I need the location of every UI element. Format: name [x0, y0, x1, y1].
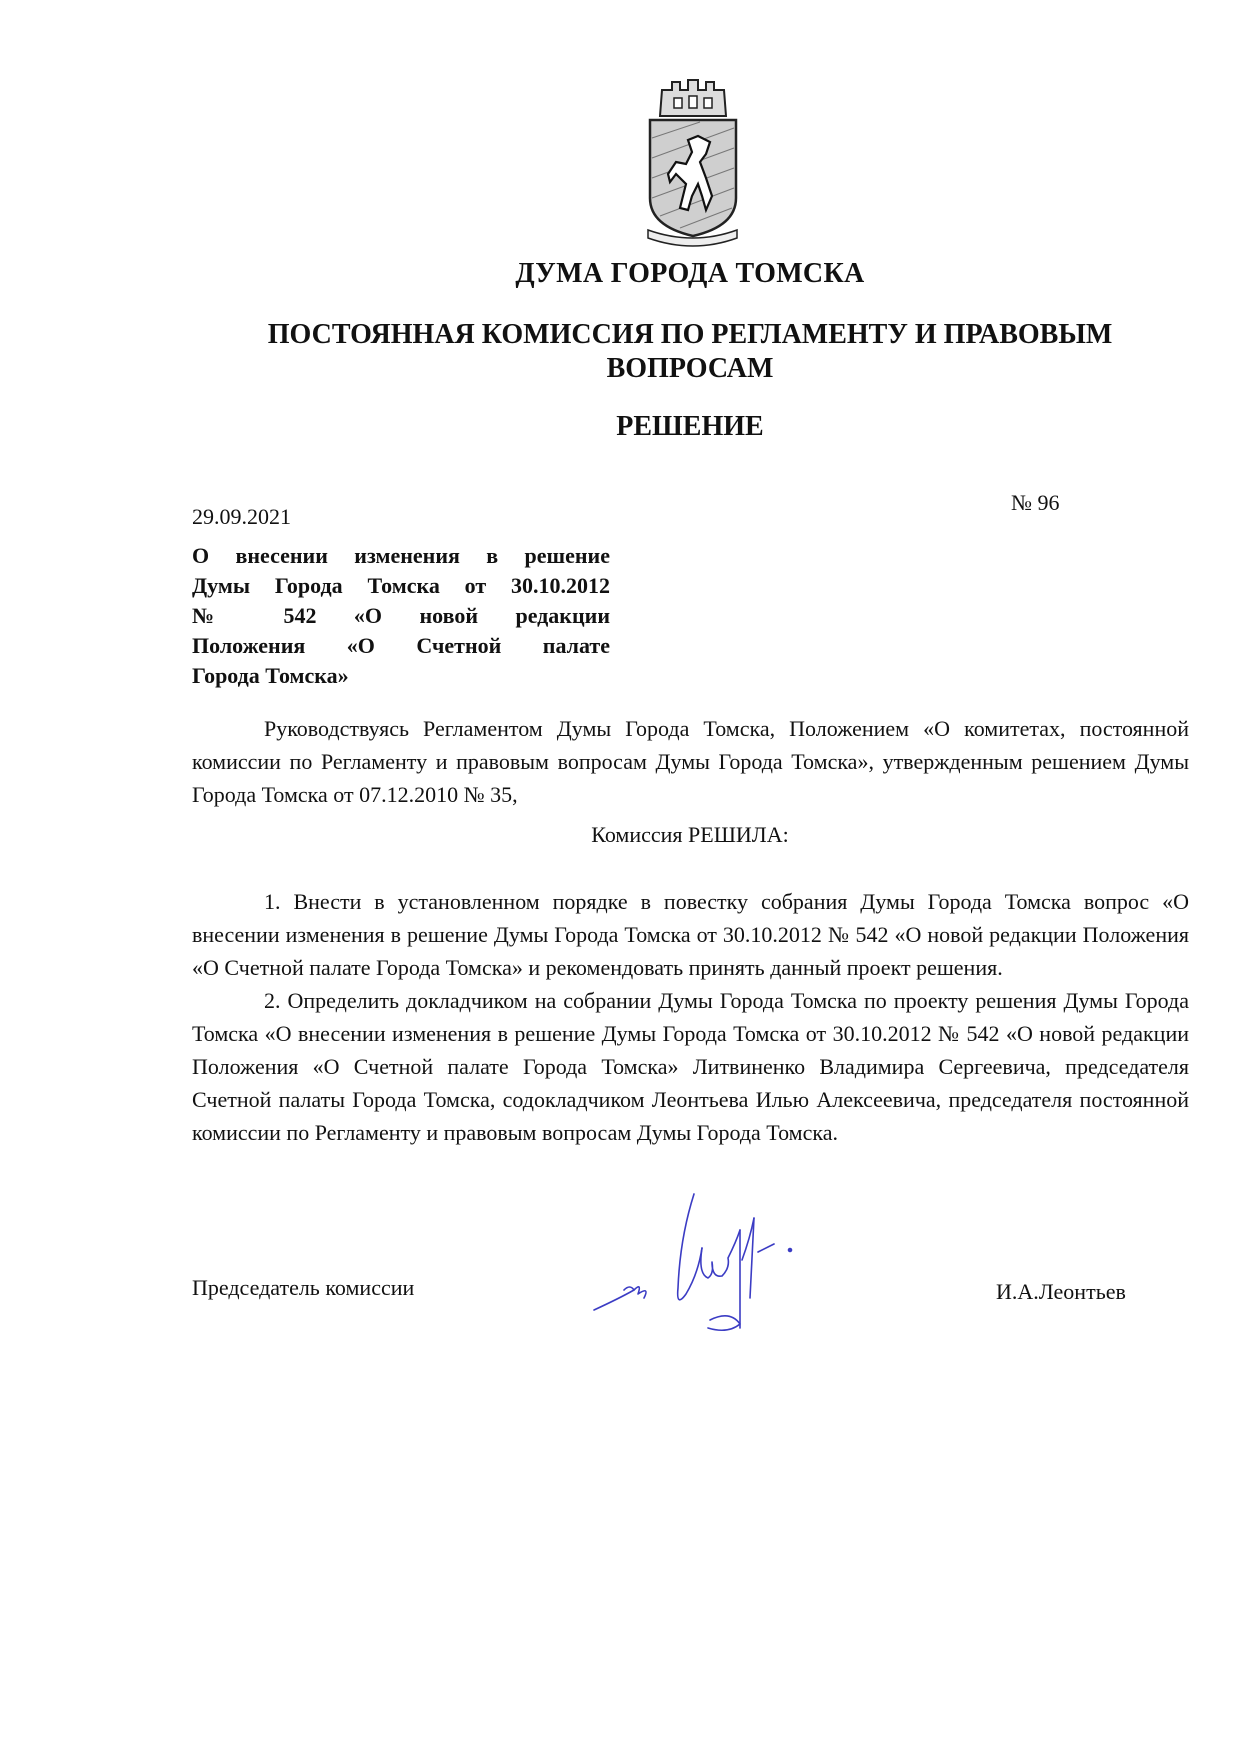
subject-line: О внесении изменения в решение	[192, 543, 610, 568]
subject-line: Думы Города Томска от 30.10.2012	[192, 573, 610, 598]
signatory-role: Председатель комиссии	[192, 1275, 415, 1300]
legal-basis	[192, 712, 1189, 811]
signatory-name: И.А.Леонтьев	[996, 1279, 1126, 1304]
council-title: ДУМА ГОРОДА ТОМСКА	[515, 258, 865, 289]
subject-line: № 542 «О новой редакции	[192, 603, 610, 628]
coat-of-arms-icon	[640, 78, 745, 248]
subject-line: Положения «О Счетной палате	[192, 633, 610, 658]
legal-basis-paragraph: Руководствуясь Регламентом Думы Города Томска, Положением «О комитетах, постоянной комиссии по Регламенту и правовым вопросам Думы Города Томска», утвержденным решением Думы Города Томска от 07.12.2010 № 35,	[192, 716, 1189, 807]
subject-line: Города Томска»	[192, 663, 349, 688]
commission-title: ПОСТОЯННАЯ КОМИССИЯ ПО РЕГЛАМЕНТУ И ПРАВОВЫМ ВОПРОСАМ	[267, 319, 1113, 384]
document-type: РЕШЕНИЕ	[616, 411, 764, 442]
decision-date: 29.09.2021	[192, 504, 291, 529]
decision-item: 2. Определить докладчиком на собрании Думы Города Томска по проекту решения Думы Города Томска «О внесении изменения в решение Думы Города Томска от 30.10.2012 № 542 «О новой редакции Положения «О Счетной палате Города Томска» Литвиненко Владимира Сергеевича, председателя Счетной палаты Города Томска, содокладчиком Леонтьева Илью Алексеевича, председателя постоянной комиссии по Регламенту и правовым вопросам Думы Города Томска.	[192, 988, 1189, 1145]
handwritten-signature	[590, 1178, 850, 1358]
decision-number: № 96	[1011, 490, 1060, 515]
resolved-heading: Комиссия РЕШИЛА:	[591, 822, 789, 847]
decision-item: 1. Внести в установленном порядке в повестку собрания Думы Города Томска вопрос «О внесении изменения в решение Думы Города Томска от 30.10.2012 № 542 «О новой редакции Положения «О Счетной палате Города Томска» и рекомендовать принять данный проект решения.	[192, 889, 1189, 980]
decision-subject	[192, 541, 610, 691]
decision-items	[192, 885, 1189, 1149]
